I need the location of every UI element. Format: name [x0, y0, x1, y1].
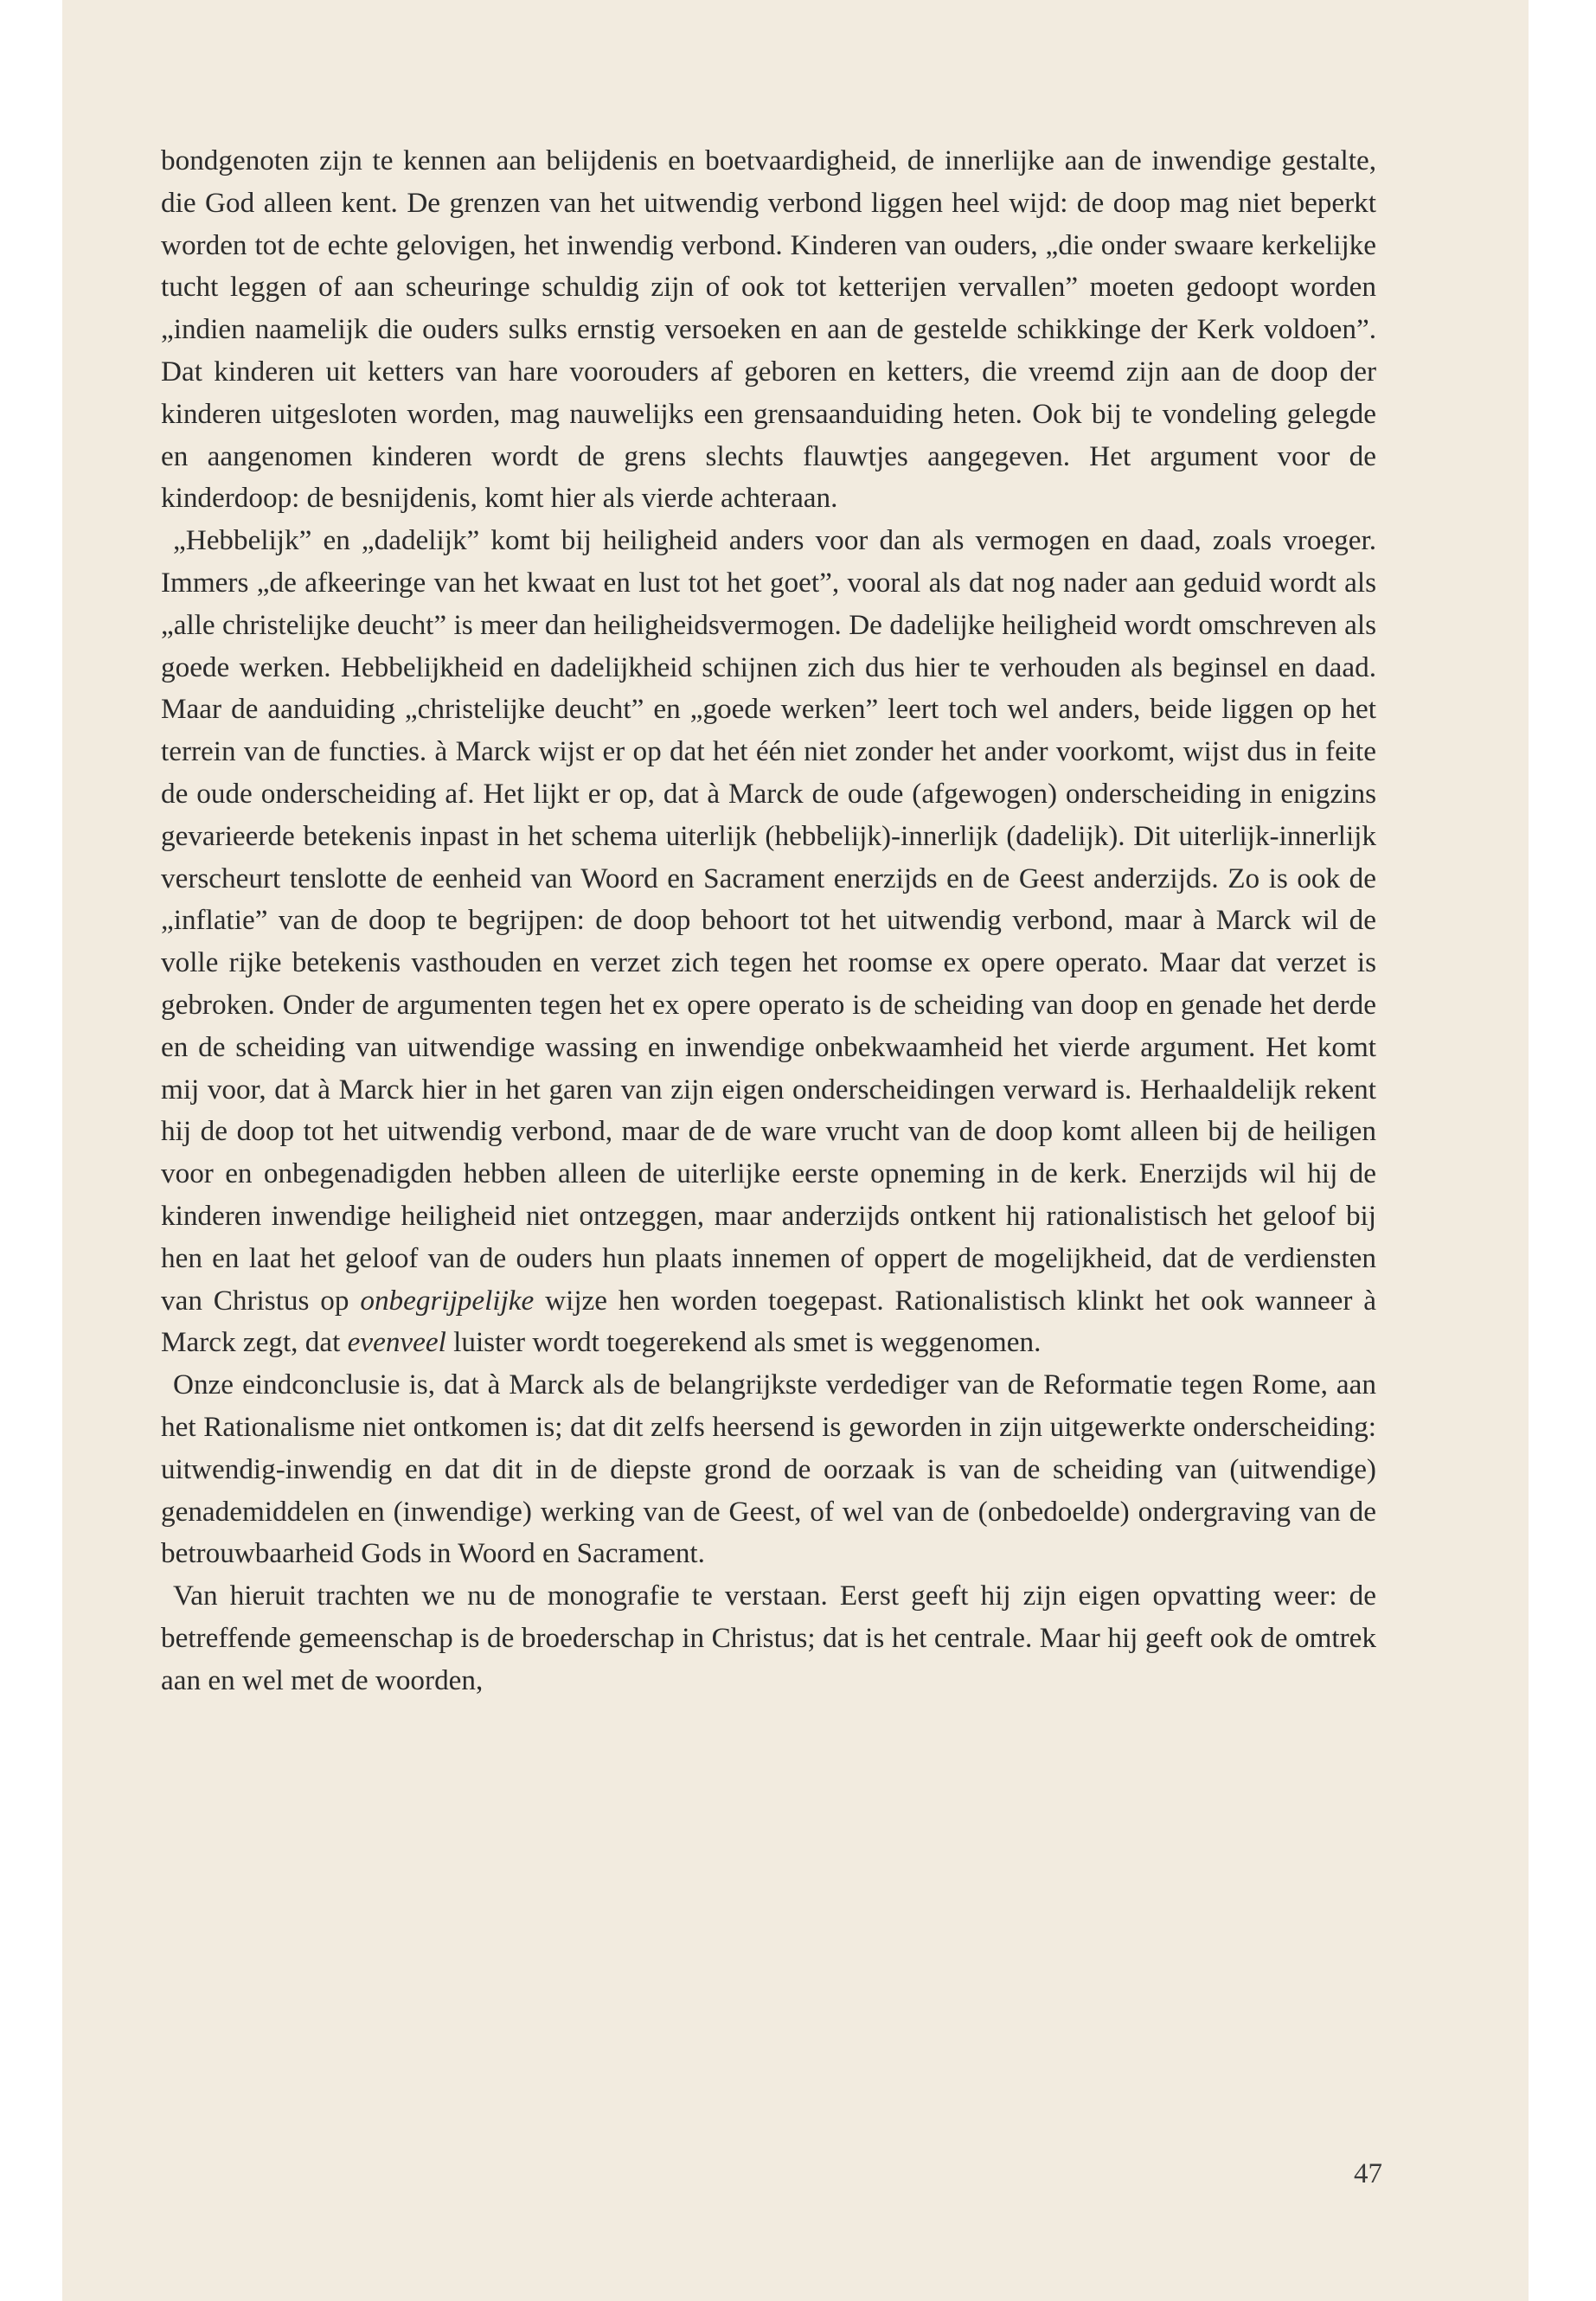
paragraph-4: [161, 1575, 1376, 1702]
paragraph-2-italic-onbegrijpelijke: onbegrijpelijke: [360, 1284, 535, 1317]
paragraph-2-text-c: luister wordt toegerekend als smet is weggenomen.: [445, 1326, 1042, 1359]
paragraph-2: [161, 520, 1376, 1364]
paragraph-2-text-b: wijze hen worden toegepast. Rationalistisch klinkt het ook wanneer à Marck zegt, dat: [161, 1284, 1376, 1359]
paragraph-1-text: bondgenoten zijn te kennen aan belijdenis en boetvaardigheid, de innerlijke aan de inwendige gestalte, die God alleen kent. De grenzen van het uitwendig verbond liggen heel wijd: de doop mag niet beperkt worden tot de echte gelovigen, het inwendig verbond. Kinderen van ouders, „die onder swaare kerkelijke tucht leggen of aan scheuringe schuldig zijn of ook tot ketterijen vervallen” moeten gedoopt worden „indien naamelijk die ouders sulks ernstig versoeken en aan de gestelde schikkinge der Kerk voldoen”. Dat kinderen uit ketters van hare voorouders af geboren en ketters, die vreemd zijn aan de doop der kinderen uitgesloten worden, mag nauwelijks een grensaanduiding heten. Ook bij te vondeling gelegde en aangenomen kinderen wordt de grens slechts flauwtjes aangegeven. Het argument voor de kinderdoop: de besnijdenis, komt hier als vierde achteraan.: [161, 144, 1376, 515]
paragraph-2-text-a: „Hebbelijk” en „dadelijk” komt bij heiligheid anders voor dan als vermogen en daad, zoals vroeger. Immers „de afkeeringe van het kwaat en lust tot het goet”, vooral als dat nog nader aan geduid wordt als „alle christelijke deucht” is meer dan heiligheidsvermogen. De dadelijke heiligheid wordt omschreven als goede werken. Hebbelijkheid en dadelijkheid schijnen zich dus hier te verhouden als beginsel en daad. Maar de aanduiding „christelijke deucht” en „goede werken” leert toch wel anders, beide liggen op het terrein van de functies. à Marck wijst er op dat het één niet zonder het ander voorkomt, wijst dus in feite de oude onderscheiding af. Het lijkt er op, dat à Marck de oude (afgewogen) onderscheiding in enigzins gevarieerde betekenis inpast in het schema uiterlijk (hebbelijk)-innerlijk (dadelijk). Dit uiterlijk-innerlijk verscheurt tenslotte de eenheid van Woord en Sacrament enerzijds en de Geest anderzijds. Zo is ook de „inflatie” van de doop te begrijpen: de doop behoort tot het uitwendig verbond, maar à Marck wil de volle rijke betekenis vasthouden en verzet zich tegen het roomse ex opere operato. Maar dat verzet is gebroken. Onder de argumenten tegen het ex opere operato is de scheiding van doop en genade het derde en de scheiding van uitwendige wassing en inwendige onbekwaamheid het vierde argument. Het komt mij voor, dat à Marck hier in het garen van zijn eigen onderscheidingen verward is. Herhaaldelijk rekent hij de doop tot het uitwendig verbond, maar de de ware vrucht van de doop komt alleen bij de heiligen voor en onbegenadigden hebben alleen de uiterlijke eerste opneming in de kerk. Enerzijds wil hij de kinderen inwendige heiligheid niet ontzeggen, maar anderzijds ontkent hij rationalistisch het geloof bij hen en laat het geloof van de ouders hun plaats innemen of oppert de mogelijkheid, dat de verdiensten van Christus op: [161, 524, 1376, 1317]
paragraph-3-text: Onze eindconclusie is, dat à Marck als de belangrijkste verdediger van de Reformatie tegen Rome, aan het Rationalisme niet ontkomen is; dat dit zelfs heersend is geworden in zijn uitgewerkte onderscheiding: uitwendig-inwendig en dat dit in de diepste grond de oorzaak is van de scheiding van (uitwendige) genademiddelen en (inwendige) werking van de Geest, of wel van de (onbedoelde) ondergraving van de betrouwbaarheid Gods in Woord en Sacrament.: [161, 1368, 1376, 1570]
book-page: [62, 0, 1529, 2301]
paragraph-1: [161, 140, 1376, 520]
paragraph-3: [161, 1364, 1376, 1575]
paragraph-2-italic-evenveel: evenveel: [347, 1326, 446, 1359]
page-number: 47: [1354, 2158, 1382, 2189]
body-text: [161, 140, 1376, 1702]
paragraph-4-text: Van hieruit trachten we nu de monografie te verstaan. Eerst geeft hij zijn eigen opvatting weer: de betreffende gemeenschap is de broederschap in Christus; dat is het centrale. Maar hij geeft ook de omtrek aan en wel met de woorden,: [161, 1580, 1376, 1696]
